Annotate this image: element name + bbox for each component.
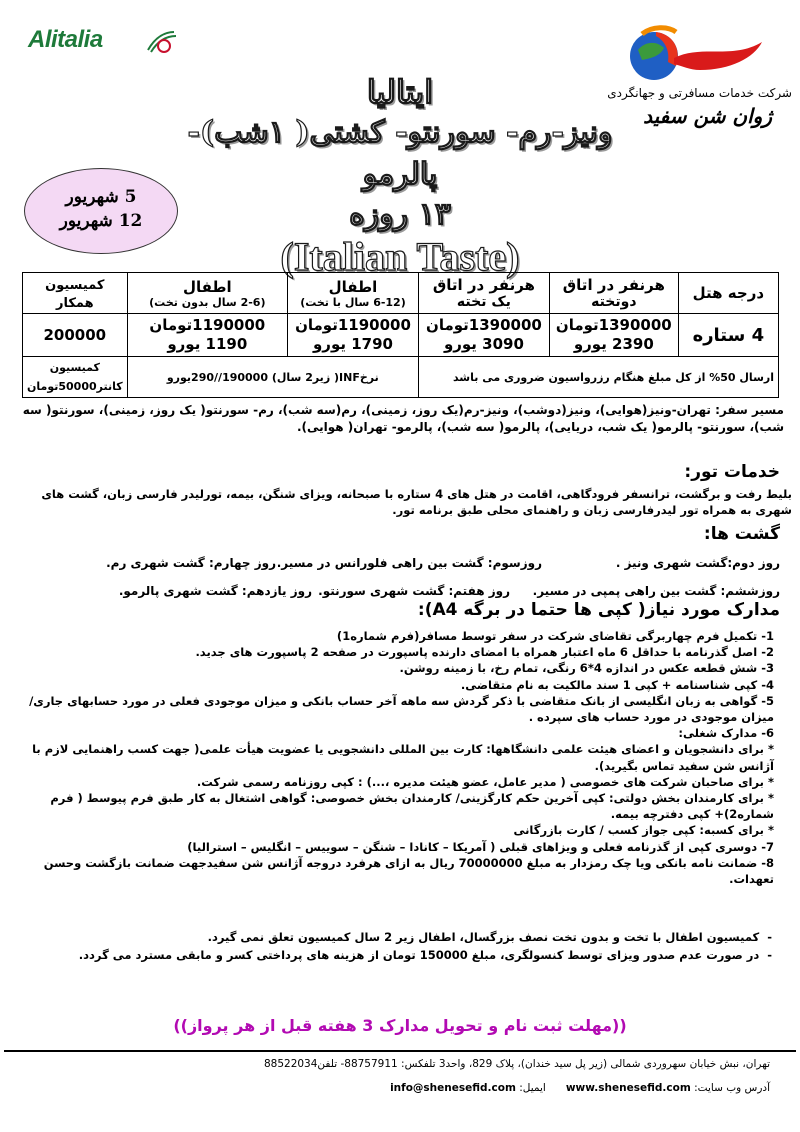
header-hotel-grade: درجه هتل xyxy=(678,273,778,314)
departure-date: 5 شهریور xyxy=(65,187,137,207)
deposit-note: ارسال 50% از کل مبلغ هنگام رزرواسیون ضروری می باشد xyxy=(418,357,778,398)
price-table xyxy=(22,272,779,398)
company-name: شرکت خدمات مسافرتی و جهانگردی xyxy=(607,86,792,100)
table-row xyxy=(23,314,779,357)
website-link[interactable]: www.shenesefid.com xyxy=(565,1082,691,1094)
table-header-row xyxy=(23,273,779,314)
list-item: * برای دانشجویان و اعضای هیئت علمی دانشگاهها: کارت بین المللی دانشجویی یا عضویت هیأت علمی( جهت کسب راهنمایی لازم با آژانس شن سفید تماس بگیرید). xyxy=(32,742,774,773)
footer-divider xyxy=(4,1050,796,1052)
title-country: ایتالیا xyxy=(366,73,434,111)
list-item: * برای کارمندان بخش دولتی: کپی آخرین حکم کارگزینی/ کارمندان بخش خصوصی: گواهی اشتغال به کار طبق فرم پیوسط ( فرم شماره2)+ کپی دفترچه بیمه. xyxy=(50,791,774,822)
cell-double-room: 1390000تومان 2390 یورو xyxy=(549,314,678,357)
services-text: بلیط رفت و برگشت، ترانسفر فرودگاهی، اقامت در هتل های 4 ستاره با صبحانه، ویزای شنگن، بیمه، تورلیدر فارسی زبان، گشت های شهری به همراه تور لیدرفارسی زبان و راهنمای محلی طبق برنامه تور. xyxy=(41,487,792,517)
registration-deadline: ((مهلت ثبت نام و تحویل مدارک 3 هفته قبل از هر پرواز)) xyxy=(173,1016,627,1035)
list-item: 1- تکمیل فرم چهاربرگی تقاضای شرکت در سفر توسط مسافر(فرم شماره1) xyxy=(336,629,774,643)
infant-rate-note: نرخINF( زیر2 سال) 190000//290یورو xyxy=(127,357,418,398)
list-item: 6- مدارک شغلی: xyxy=(678,726,774,741)
tour-item: روز چهارم: گشت شهری رم. xyxy=(106,556,276,570)
header-double-room: هرنفر در اتاق دوتخته xyxy=(549,273,678,314)
header-child-no-bed: اطفال (2-6 سال بدون تخت) xyxy=(127,273,287,314)
departure-dates-oval xyxy=(24,168,178,254)
tour-item: روزسوم: گشت بین راهی فلورانس در مسیر. xyxy=(276,556,542,570)
airline-logo-text: Alitalia xyxy=(28,26,103,53)
footnotes xyxy=(60,928,772,964)
title-duration: ۱۳ روزه xyxy=(349,197,451,232)
counter-commission-note: کمیسیون کانتر50000تومان xyxy=(23,357,128,398)
footer-address: تهران، نبش خیابان سهروردی شمالی (زیر پل سید خندان)، پلاک 829، واحد3 تلفکس: 88757911- تلفن88522034 xyxy=(263,1058,770,1070)
list-item: 7- دوسری کپی از گذرنامه فعلی و ویزاهای قبلی ( آمریکا – کانادا – شنگن – سوییس – انگلیس – استرالیا) xyxy=(187,839,774,854)
list-item: 5- گواهی به زبان انگلیسی از بانک متقاضی با ذکر گردش سه ماهه آخر حساب بانکی و میزان موجودی فعلی در مورد حسابهای جاری/ میزان موجودی در مورد حساب های سپرده . xyxy=(29,693,774,725)
tour-item: روز هفتم: گشت شهری سورنتو. xyxy=(318,584,510,598)
list-item: 2- اصل گذرنامه با حداقل 6 ماه اعتبار همراه با امضای دارنده پاسپورت در صفحه 2 پاسپورت های جدید. xyxy=(195,645,774,660)
tour-title-block xyxy=(150,72,650,280)
table-note-row xyxy=(23,357,779,398)
header-single-room: هرنفر در اتاق یک تخته xyxy=(418,273,549,314)
header-commission: کمیسیون همکار xyxy=(23,273,128,314)
tour-item: روز دوم:گشت شهری ونیز . xyxy=(615,556,780,570)
departure-date: 12 شهریور xyxy=(59,211,143,231)
cell-commission: 200000 xyxy=(23,314,128,357)
alitalia-logo xyxy=(28,26,178,58)
services-title: خدمات تور: xyxy=(684,462,780,482)
header-child-with-bed: اطفال (6-12 سال با تخت) xyxy=(288,273,419,314)
company-brand: ژوان شن سفید xyxy=(643,104,772,128)
footer-contact xyxy=(140,1082,770,1094)
email-label: ایمیل: xyxy=(519,1082,546,1094)
cell-child-no-bed: 1190000تومان 1190 یورو xyxy=(127,314,287,357)
route-text: مسیر سفر: تهران-ونیز(هوایی)، ونیز(دوشب)، ونیز-رم(یک روز، زمینی)، رم(سه شب)، رم- سورنتو( یک روز، زمینی)، سورنتو( سه شب)، سورنتو- پالرمو( یک شب، دریایی)، پالرمو( سه شب)، پالرمو- تهران( هوایی). xyxy=(22,403,784,434)
list-item: * برای کسبه: کپی جواز کسب / کارت بازرگانی xyxy=(513,823,774,838)
email-link[interactable]: info@shenesefid.com xyxy=(390,1082,516,1094)
list-item: 4- کپی شناسنامه + کپی 1 سند مالکیت به نام متقاضی. xyxy=(460,677,774,692)
list-item: 3- شش قطعه عکس در اندازه 4*6 رنگی، تمام رخ، با زمینه روشن. xyxy=(399,661,774,676)
title-route: ونیز-رم- سورنتو- کشتی( ۱شب)- پالرمو xyxy=(187,115,613,192)
footnote: - در صورت عدم صدور ویزای توسط کنسولگری، مبلغ 150000 تومان از هزینه های پرداختی کسر و مابقی مسترد می گردد. xyxy=(78,948,772,962)
cell-hotel-grade: 4 ستاره xyxy=(678,314,778,357)
list-item: * برای صاحبان شرکت های خصوصی ( مدیر عامل، عضو هیئت مدیره ،...) : کپی روزنامه رسمی شرکت. xyxy=(196,774,774,789)
footnote: - کمیسیون اطفال با تخت و بدون تخت نصف بزرگسال، اطفال زیر 2 سال کمیسیون تعلق نمی گیرد. xyxy=(207,930,772,944)
documents-title: مدارک مورد نیاز( کپی ها حتما در برگه A4): xyxy=(417,600,780,620)
documents-list xyxy=(14,628,774,887)
title-tour-name: (Italian Taste) xyxy=(280,234,520,279)
tour-item: روزششم: گشت بین راهی پمپی در مسیر. xyxy=(532,584,780,598)
tour-item: روز یازدهم: گشت شهری پالرمو. xyxy=(118,584,312,598)
cell-single-room: 1390000تومان 3090 یورو xyxy=(418,314,549,357)
website-label: آدرس وب سایت: xyxy=(694,1082,770,1094)
tours-title: گشت ها: xyxy=(703,524,780,544)
cell-child-with-bed: 1190000تومان 1790 یورو xyxy=(288,314,419,357)
list-item: 8- ضمانت نامه بانکی ویا چک رمزدار به مبلغ 70000000 ریال به ازای هرفرد دروجه آژانس شن سفیدجهت ضمانت بازگشت وحسن تعهدات. xyxy=(43,855,774,887)
